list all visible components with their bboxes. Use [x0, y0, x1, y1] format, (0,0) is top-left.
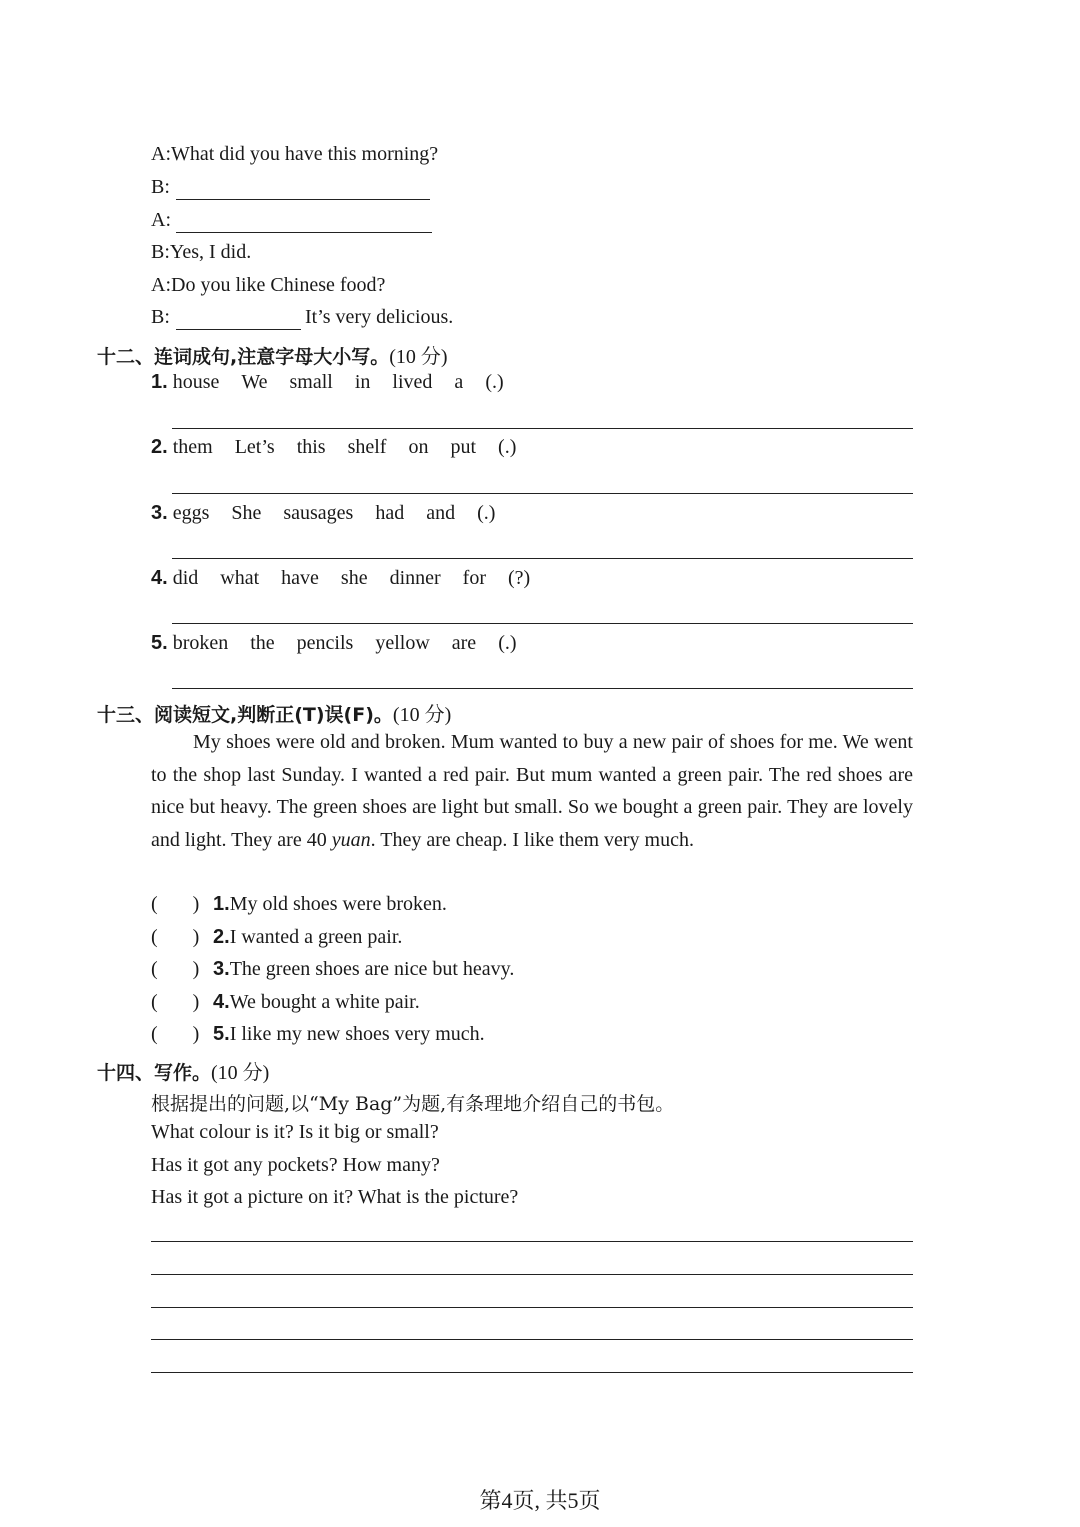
- answer-line[interactable]: [172, 688, 913, 689]
- word: (.): [498, 632, 517, 654]
- writing-prompt: What colour is it? Is it big or small?: [151, 1121, 439, 1143]
- answer-line[interactable]: [172, 558, 913, 559]
- answer-blank[interactable]: [176, 232, 432, 233]
- item-number: 2.: [213, 926, 230, 948]
- dialogue-line-1: [151, 143, 438, 166]
- item-number: 3.: [151, 502, 168, 524]
- answer-line[interactable]: [172, 428, 913, 429]
- writing-instruction: 根据提出的问题,以“My Bag”为题,有条理地介绍自己的书包。: [151, 1093, 675, 1115]
- word: Let’s: [234, 436, 275, 458]
- dialogue-text: Yes, I did.: [169, 241, 252, 263]
- word: in: [354, 371, 371, 393]
- word: the: [250, 632, 275, 654]
- writing-line[interactable]: [151, 1307, 913, 1308]
- item-number: 5.: [213, 1023, 230, 1045]
- word: are: [451, 632, 477, 654]
- word: a: [454, 371, 464, 393]
- answer-blank[interactable]: [176, 329, 301, 330]
- word: on: [408, 436, 429, 458]
- section-13-title: 十三、阅读短文,判断正(T)误(F)。(10 分): [97, 704, 452, 726]
- word: she: [340, 567, 368, 589]
- writing-line[interactable]: [151, 1241, 913, 1242]
- answer-bracket[interactable]: ( ): [151, 1023, 200, 1045]
- writing-line[interactable]: [151, 1274, 913, 1275]
- word: shelf: [347, 436, 387, 458]
- answer-line[interactable]: [172, 493, 913, 494]
- speaker: B:: [151, 306, 170, 328]
- item-number: 1.: [151, 371, 168, 393]
- word: what: [220, 567, 260, 589]
- section-12-title: 十二、连词成句,注意字母大小写。(10 分): [97, 346, 448, 368]
- word: (?): [508, 567, 531, 589]
- item-number: 4.: [151, 567, 168, 589]
- writing-line[interactable]: [151, 1339, 913, 1340]
- word: She: [231, 502, 262, 524]
- item-number: 3.: [213, 958, 230, 980]
- dialogue-line-2: [151, 176, 170, 199]
- writing-prompt: Has it got any pockets? How many?: [151, 1154, 440, 1176]
- item-number: 4.: [213, 991, 230, 1013]
- word: and: [426, 502, 456, 524]
- section-14-title: 十四、写作。(10 分): [97, 1062, 270, 1084]
- dialogue-text: What did you have this morning?: [171, 143, 439, 165]
- tf-question-5: ( ) 5.I like my new shoes very much.: [151, 1023, 485, 1045]
- sentence-item-2: [151, 436, 538, 459]
- word: small: [289, 371, 333, 393]
- word: broken: [172, 632, 229, 654]
- dialogue-line-3: [151, 209, 171, 232]
- speaker: A:: [151, 209, 171, 231]
- tf-question-4: ( ) 4.We bought a white pair.: [151, 991, 420, 1013]
- word: lived: [392, 371, 433, 393]
- speaker: A:: [151, 274, 171, 296]
- word: (.): [485, 371, 504, 393]
- answer-bracket[interactable]: ( ): [151, 958, 200, 980]
- answer-bracket[interactable]: ( ): [151, 991, 200, 1013]
- word: yellow: [375, 632, 430, 654]
- answer-blank[interactable]: [176, 199, 430, 200]
- reading-passage: My shoes were old and broken. Mum wanted to buy a new pair of shoes for me. We went to the shop last Sunday. I wanted a red pair. But mum wanted a green pair. The red shoes are nice but heavy. The green shoes are light but small. So we bought a green pair. They are lovely and light. They are 40 yuan. They are cheap. I like them very much.: [151, 731, 913, 851]
- word: (.): [498, 436, 517, 458]
- item-number: 2.: [151, 436, 168, 458]
- tf-question-1: ( ) 1.My old shoes were broken.: [151, 893, 447, 915]
- word: have: [281, 567, 319, 589]
- speaker: A:: [151, 143, 171, 165]
- sentence-item-3: [151, 502, 517, 525]
- word: dinner: [389, 567, 441, 589]
- item-number: 1.: [213, 893, 230, 915]
- word: for: [462, 567, 486, 589]
- answer-line[interactable]: [172, 623, 913, 624]
- section-score: (10 分): [211, 1062, 270, 1084]
- dialogue-text: It’s very delicious.: [305, 306, 454, 328]
- page-footer: 第4页, 共5页: [479, 1488, 601, 1513]
- dialogue-line-6: [151, 306, 170, 329]
- tf-question-2: ( ) 2.I wanted a green pair.: [151, 926, 403, 948]
- sentence-item-1: [151, 371, 526, 394]
- word: pencils: [296, 632, 354, 654]
- word: did: [172, 567, 199, 589]
- answer-bracket[interactable]: ( ): [151, 893, 200, 915]
- answer-bracket[interactable]: ( ): [151, 926, 200, 948]
- speaker: B:: [151, 176, 170, 198]
- item-number: 5.: [151, 632, 168, 654]
- dialogue-line-4: [151, 241, 251, 264]
- section-score: (10 分): [392, 704, 452, 726]
- word: We: [241, 371, 268, 393]
- word: house: [172, 371, 220, 393]
- word: put: [450, 436, 477, 458]
- writing-prompt: Has it got a picture on it? What is the picture?: [151, 1186, 519, 1208]
- dialogue-text: Do you like Chinese food?: [171, 274, 386, 296]
- word: eggs: [172, 502, 210, 524]
- word: sausages: [283, 502, 354, 524]
- writing-line[interactable]: [151, 1372, 913, 1373]
- word: them: [172, 436, 213, 458]
- speaker: B:: [151, 241, 170, 263]
- tf-question-3: ( ) 3.The green shoes are nice but heavy.: [151, 958, 515, 980]
- word: (.): [477, 502, 496, 524]
- sentence-item-4: [151, 567, 552, 590]
- word: this: [296, 436, 326, 458]
- sentence-item-5: [151, 632, 539, 655]
- dialogue-line-5: [151, 274, 385, 297]
- section-score: (10 分): [389, 346, 448, 368]
- word: had: [375, 502, 405, 524]
